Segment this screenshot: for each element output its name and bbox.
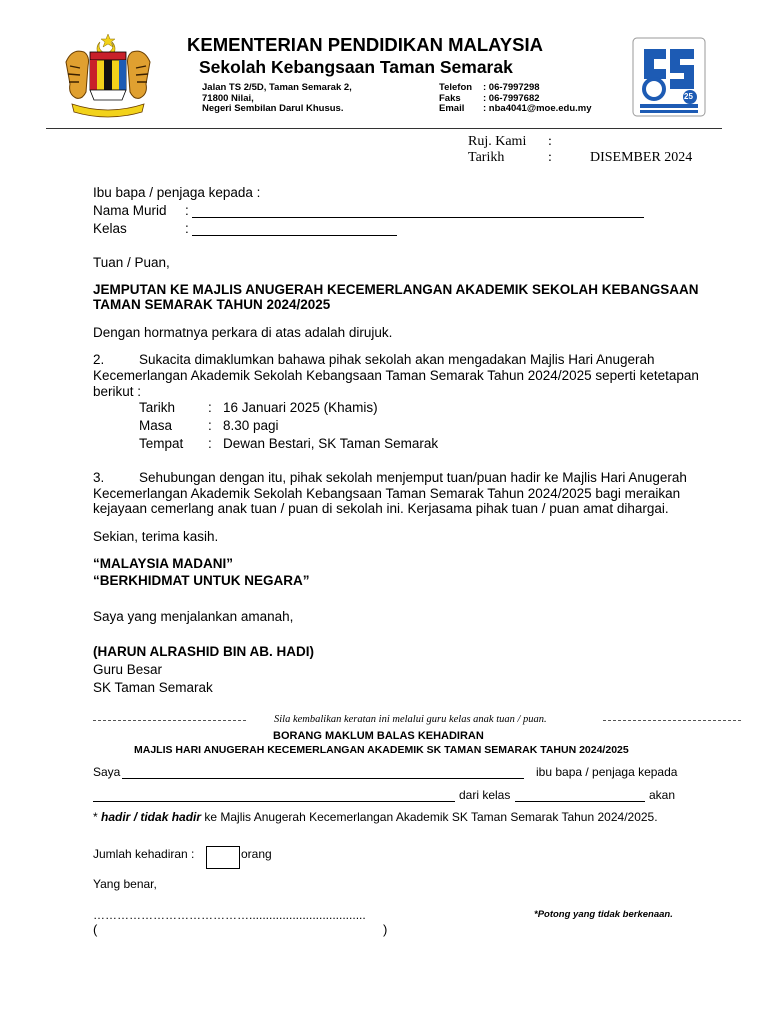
footnote: *Potong yang tidak berkenaan. — [534, 909, 673, 920]
closing: Sekian, terima kasih. — [93, 529, 219, 544]
paragraph-line: kejayaan cemerlang anak tuan / puan di sekolah ini. Kerjasama pihak tuan / puan amat dihargai. — [93, 501, 669, 516]
addressee-line: Ibu bapa / penjaga kepada : — [93, 185, 261, 200]
dari-kelas-label: dari kelas — [459, 788, 511, 802]
kelas-label: Kelas — [93, 221, 127, 236]
jumlah-label: Jumlah kehadiran : — [93, 847, 195, 861]
detail-label-masa: Masa — [139, 418, 173, 433]
nama-murid-field[interactable] — [192, 205, 644, 218]
paren-close: ) — [383, 922, 388, 937]
akan-label: akan — [649, 788, 676, 802]
address-line: 71800 Nilai, — [202, 92, 254, 104]
school-logo — [632, 37, 706, 117]
paragraph-1: Dengan hormatnya perkara di atas adalah dirujuk. — [93, 325, 393, 340]
signatory-title: Guru Besar — [93, 662, 163, 677]
ruj-colon: : — [548, 134, 552, 149]
reply-line-1 — [93, 765, 120, 779]
tarikh-label: Tarikh — [468, 150, 505, 165]
paragraph-2-number: 2. — [93, 352, 105, 367]
paragraph-line: Sehubungan dengan itu, pihak sekolah menjemput tuan/puan hadir ke Majlis Hari Anugerah — [139, 470, 687, 485]
header-divider — [46, 128, 722, 129]
paragraph-3 — [93, 470, 687, 517]
ibubapa-label: ibu bapa / penjaga kepada — [536, 765, 678, 779]
attendance-count-box[interactable] — [206, 846, 240, 869]
crest-icon — [58, 32, 158, 120]
hadir-option[interactable]: hadir / tidak hadir — [101, 810, 202, 824]
paragraph-3-number: 3. — [93, 470, 105, 485]
school-address — [202, 83, 352, 115]
signatory-name: (HARUN ALRASHID BIN AB. HADI) — [93, 644, 314, 659]
ruj-label: Ruj. Kami — [468, 134, 527, 149]
ministry-name: KEMENTERIAN PENDIDIKAN MALAYSIA — [187, 34, 543, 55]
school-crest — [58, 32, 158, 120]
signature-line[interactable]: …………………………………................................... — [93, 908, 366, 922]
slogan: “MALAYSIA MADANI” — [93, 556, 234, 571]
title-line: TAMAN SEMARAK TAHUN 2024/2025 — [93, 297, 331, 312]
detail-value-tempat: Dewan Bestari, SK Taman Semarak — [223, 436, 439, 451]
paren-open: ( — [93, 922, 98, 937]
address-line: Negeri Sembilan Darul Khusus. — [202, 103, 344, 114]
title-line: JEMPUTAN KE MAJLIS ANUGERAH KECEMERLANGAN AKADEMIK SEKOLAH KEBANGSAAN — [93, 282, 699, 297]
logo-icon — [632, 37, 706, 117]
faks-label: Faks — [439, 92, 461, 104]
letter-title — [93, 282, 699, 312]
cut-line-note: Sila kembalikan keratan ini melalui guru kelas anak tuan / puan. — [274, 714, 547, 725]
tarikh-colon: : — [548, 150, 552, 165]
attendance-text: ke Majlis Anugerah Kecemerlangan Akademik SK Taman Semarak Tahun 2024/2025. — [201, 810, 658, 824]
cut-line-left — [93, 720, 246, 721]
student-name-field[interactable] — [93, 789, 455, 802]
detail-label-tempat: Tempat — [139, 436, 184, 451]
contact-labels — [439, 83, 472, 115]
yang-benar: Yang benar, — [93, 877, 157, 891]
signatory-school: SK Taman Semarak — [93, 680, 213, 695]
kelas-field[interactable] — [192, 223, 397, 236]
detail-value-masa: 8.30 pagi — [223, 418, 279, 433]
paragraph-line: berikut : — [93, 384, 142, 399]
telefon-label: Telefon — [439, 82, 473, 93]
slogan: “BERKHIDMAT UNTUK NEGARA” — [93, 573, 310, 588]
email-label: Email — [439, 103, 465, 114]
detail-colon: : — [208, 418, 212, 433]
detail-colon: : — [208, 436, 212, 451]
address-line: Jalan TS 2/5D, Taman Semarak 2, — [202, 82, 352, 93]
detail-colon: : — [208, 400, 212, 415]
asterisk: * — [93, 810, 98, 824]
reply-subheading: MAJLIS HARI ANUGERAH KECEMERLANGAN AKADEMIK SK TAMAN SEMARAK TAHUN 2024/2025 — [134, 744, 629, 756]
school-name: Sekolah Kebangsaan Taman Semarak — [199, 57, 513, 77]
signoff: Saya yang menjalankan amanah, — [93, 609, 294, 624]
paragraph-line: Kecemerlangan Akademik Sekolah Kebangsaan Taman Semarak Tahun 2024/2025 seperti ketetapan — [93, 368, 699, 383]
paragraph-line: Sukacita dimaklumkan bahawa pihak sekolah akan mengadakan Majlis Hari Anugerah — [139, 352, 655, 367]
logo-badge: 25 — [684, 92, 693, 101]
saya-name-field[interactable] — [122, 766, 524, 779]
saya-label: Saya — [93, 765, 121, 779]
nama-murid-label: Nama Murid — [93, 203, 167, 218]
detail-value-tarikh: 16 Januari 2025 (Khamis) — [223, 400, 378, 415]
orang-label: orang — [241, 847, 272, 861]
paragraph-line: Kecemerlangan Akademik Sekolah Kebangsaan Taman Semarak Tahun 2024/2025 bagi meraikan — [93, 485, 681, 501]
contact-values — [483, 83, 592, 115]
attendance-line — [93, 810, 658, 824]
cut-line-right — [603, 720, 741, 721]
faks-value: : 06-7997682 — [483, 92, 540, 104]
tarikh-value: DISEMBER 2024 — [590, 150, 693, 165]
reply-heading: BORANG MAKLUM BALAS KEHADIRAN — [273, 730, 484, 742]
kelas-colon: : — [185, 221, 189, 236]
email-value: : nba4041@moe.edu.my — [483, 103, 592, 114]
detail-label-tarikh: Tarikh — [139, 400, 176, 415]
greeting: Tuan / Puan, — [93, 255, 170, 270]
nama-murid-colon: : — [185, 203, 189, 218]
class-field[interactable] — [515, 789, 645, 802]
paragraph-2 — [93, 352, 699, 400]
telefon-value: : 06-7997298 — [483, 82, 540, 93]
